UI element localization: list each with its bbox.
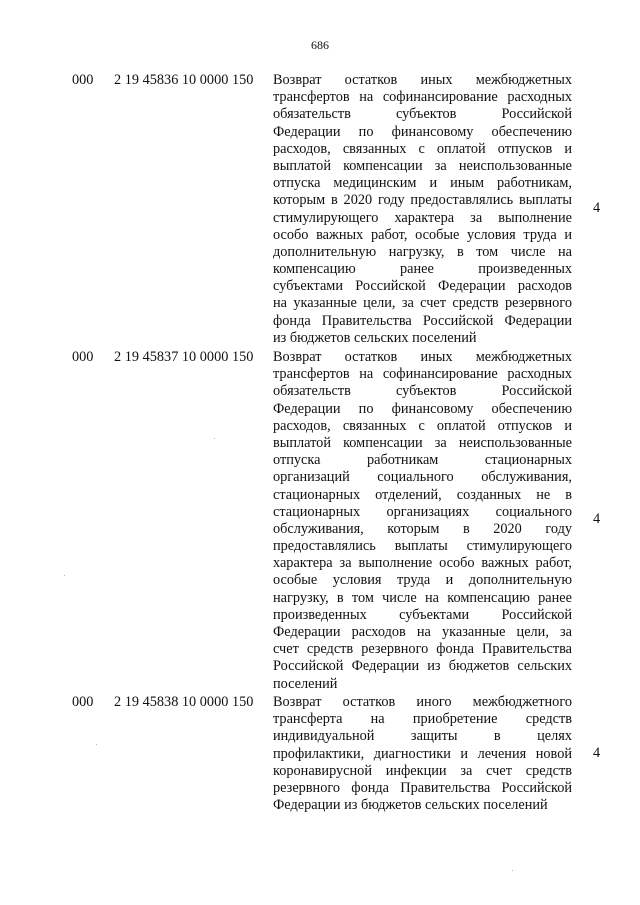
budget-classification-code: 2 19 45836 10 0000 150 bbox=[114, 72, 254, 88]
description-line: коронавирусной инфекции за счет средств bbox=[273, 762, 572, 779]
description-line: из бюджетов сельских поселений bbox=[273, 329, 477, 346]
description-line: Российской Федерации из бюджетов сельских bbox=[273, 658, 572, 675]
revenue-description bbox=[273, 694, 572, 814]
description-line: трансфертов на софинансирование расходных bbox=[273, 89, 572, 106]
description-line: индивидуальной защиты в целях bbox=[273, 728, 572, 745]
description-line: на указанные цели, за счет средств резервного bbox=[273, 295, 572, 312]
description-line: обязательств субъектов Российской bbox=[273, 383, 572, 400]
budget-classification-code: 2 19 45837 10 0000 150 bbox=[114, 349, 254, 365]
description-line: характера за выполнение особо важных работ, bbox=[273, 555, 572, 572]
description-line: которым в 2020 году предоставлялись выплаты bbox=[273, 192, 572, 209]
description-line: Федерации по финансовому обеспечению bbox=[273, 400, 572, 417]
scan-speck bbox=[512, 870, 513, 871]
description-line: расходов, связанных с оплатой отпусков и bbox=[273, 140, 572, 157]
description-line: предоставлялись выплаты стимулирующего bbox=[273, 538, 572, 555]
description-line: стационарных организациях социального bbox=[273, 503, 572, 520]
description-line: обслуживания, которым в 2020 году bbox=[273, 520, 572, 537]
scan-speck bbox=[214, 438, 215, 439]
description-line: стимулирующего характера за выполнение bbox=[273, 209, 572, 226]
description-line: Возврат остатков иного межбюджетного bbox=[273, 694, 572, 710]
scan-speck bbox=[64, 575, 65, 576]
description-line: произведенных субъектами Российской bbox=[273, 606, 572, 623]
description-line: особые условия труда и дополнительную bbox=[273, 572, 572, 589]
scan-speck bbox=[96, 744, 97, 745]
description-line: поселений bbox=[273, 675, 338, 692]
description-line: Федерации по финансовому обеспечению bbox=[273, 123, 572, 140]
amount-value: 4 bbox=[593, 511, 601, 527]
revenue-description bbox=[273, 72, 572, 347]
admin-code: 000 bbox=[72, 349, 94, 365]
admin-code: 000 bbox=[72, 72, 94, 88]
description-line: трансфертов на софинансирование расходных bbox=[273, 366, 572, 383]
description-line: профилактики, диагностики и лечения новой bbox=[273, 745, 572, 762]
description-line: расходов, связанных с оплатой отпусков и bbox=[273, 417, 572, 434]
description-line: фонда Правительства Российской Федерации bbox=[273, 312, 572, 329]
description-line: трансферта на приобретение средств bbox=[273, 711, 572, 728]
description-line: Возврат остатков иных межбюджетных bbox=[273, 349, 572, 365]
amount-value: 4 bbox=[593, 200, 601, 216]
description-line: обязательств субъектов Российской bbox=[273, 106, 572, 123]
amount-value: 4 bbox=[593, 745, 601, 761]
page-number: 686 bbox=[311, 38, 329, 52]
description-line: дополнительную нагрузку, в том числе на bbox=[273, 243, 572, 260]
description-line: счет средств резервного фонда Правительства bbox=[273, 641, 572, 658]
revenue-description bbox=[273, 349, 572, 693]
description-line: организаций социального обслуживания, bbox=[273, 469, 572, 486]
description-line: Федерации из бюджетов сельских поселений bbox=[273, 797, 548, 814]
description-line: резервного фонда Правительства Российской bbox=[273, 779, 572, 796]
description-line: отпуска медицинским и иным работникам, bbox=[273, 175, 572, 192]
description-line: компенсацию ранее произведенных bbox=[273, 261, 572, 278]
description-line: особо важных работ, особые условия труда и bbox=[273, 226, 572, 243]
description-line: Возврат остатков иных межбюджетных bbox=[273, 72, 572, 88]
budget-classification-code: 2 19 45838 10 0000 150 bbox=[114, 694, 254, 710]
description-line: нагрузку, в том числе на компенсацию ранее bbox=[273, 589, 572, 606]
description-line: отпуска работникам стационарных bbox=[273, 452, 572, 469]
description-line: выплатой компенсации за неиспользованные bbox=[273, 157, 572, 174]
description-line: выплатой компенсации за неиспользованные bbox=[273, 434, 572, 451]
description-line: субъектами Российской Федерации расходов bbox=[273, 278, 572, 295]
admin-code: 000 bbox=[72, 694, 94, 710]
description-line: стационарных отделений, созданных не в bbox=[273, 486, 572, 503]
description-line: Федерации расходов на указанные цели, за bbox=[273, 624, 572, 640]
